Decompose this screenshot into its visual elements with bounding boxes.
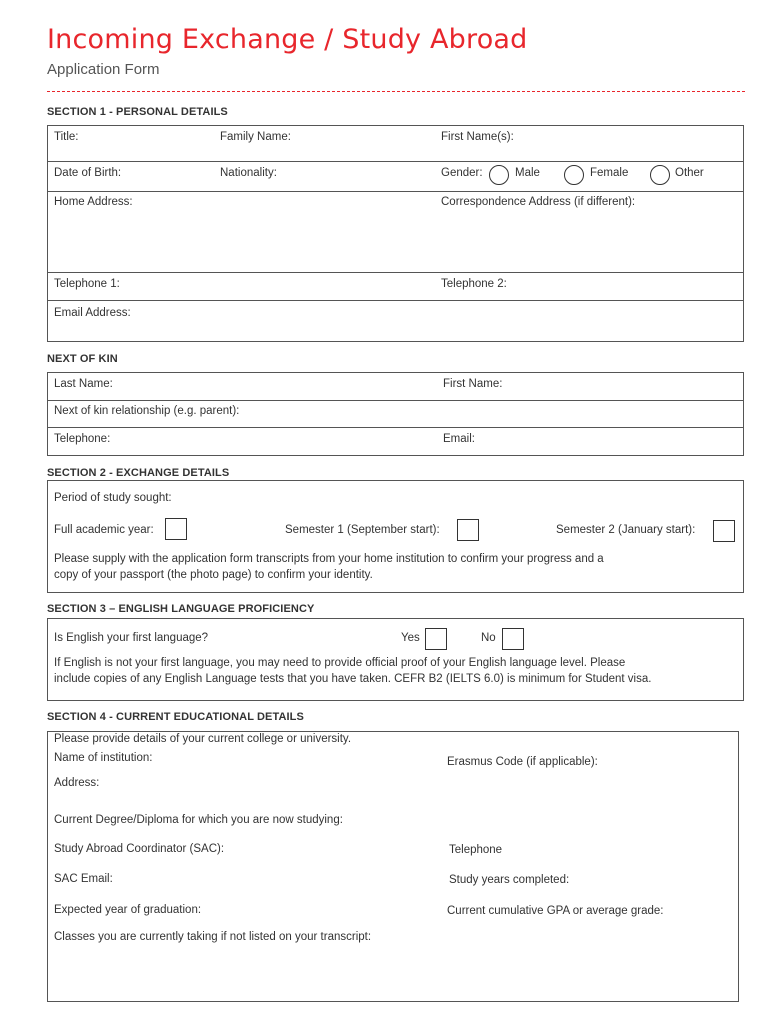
years-completed-field-label[interactable]: Study years completed:	[449, 874, 570, 886]
header-divider	[47, 91, 745, 92]
row-divider	[48, 427, 743, 428]
gender-female-radio[interactable]	[564, 165, 584, 185]
gpa-field-label[interactable]: Current cumulative GPA or average grade:	[447, 905, 664, 917]
page-title: Incoming Exchange / Study Abroad	[47, 24, 528, 55]
correspondence-address-field-label[interactable]: Correspondence Address (if different):	[441, 196, 636, 208]
gender-label: Gender:	[441, 167, 483, 179]
row-divider	[48, 191, 743, 192]
gender-female-label: Female	[590, 167, 629, 179]
email-field-label[interactable]: Email Address:	[54, 307, 131, 319]
row-divider	[48, 400, 743, 401]
section3-heading: SECTION 3 – ENGLISH LANGUAGE PROFICIENCY	[47, 603, 315, 615]
kin-relationship-field-label[interactable]: Next of kin relationship (e.g. parent):	[54, 405, 240, 417]
degree-field-label[interactable]: Current Degree/Diploma for which you are now studying:	[54, 814, 343, 826]
gender-male-label: Male	[515, 167, 540, 179]
row-divider	[48, 300, 743, 301]
next-of-kin-heading: NEXT OF KIN	[47, 353, 118, 365]
exchange-note-line2: copy of your passport (the photo page) to confirm your identity.	[54, 569, 373, 581]
english-no-checkbox[interactable]	[502, 628, 524, 650]
educational-details-box	[47, 731, 739, 1002]
telephone2-field-label[interactable]: Telephone 2:	[441, 278, 507, 290]
english-note-line1: If English is not your first language, you may need to provide official proof of your English language level. Please	[54, 657, 626, 669]
period-label: Period of study sought:	[54, 492, 172, 504]
kin-last-name-field-label[interactable]: Last Name:	[54, 378, 113, 390]
semester1-label: Semester 1 (September start):	[285, 524, 440, 536]
kin-email-field-label[interactable]: Email:	[443, 433, 475, 445]
section1-heading: SECTION 1 - PERSONAL DETAILS	[47, 106, 228, 118]
english-yes-checkbox[interactable]	[425, 628, 447, 650]
family-name-field-label[interactable]: Family Name:	[220, 131, 291, 143]
classes-field-label[interactable]: Classes you are currently taking if not listed on your transcript:	[54, 931, 372, 943]
row-divider	[48, 161, 743, 162]
semester1-checkbox[interactable]	[457, 519, 479, 541]
graduation-field-label[interactable]: Expected year of graduation:	[54, 904, 202, 916]
gender-other-label: Other	[675, 167, 704, 179]
full-year-label: Full academic year:	[54, 524, 154, 536]
semester2-label: Semester 2 (January start):	[556, 524, 696, 536]
sac-email-field-label[interactable]: SAC Email:	[54, 873, 113, 885]
row-divider	[48, 272, 743, 273]
address-field-label[interactable]: Address:	[54, 777, 100, 789]
education-intro: Please provide details of your current college or university.	[54, 733, 352, 745]
erasmus-field-label[interactable]: Erasmus Code (if applicable):	[447, 756, 598, 768]
home-address-field-label[interactable]: Home Address:	[54, 196, 133, 208]
english-no-label: No	[481, 632, 496, 644]
english-note-line2: include copies of any English Language tests that you have taken. CEFR B2 (IELTS 6.0) is minimum for Student visa.	[54, 673, 652, 685]
nationality-field-label[interactable]: Nationality:	[220, 167, 277, 179]
institution-field-label[interactable]: Name of institution:	[54, 752, 153, 764]
first-names-field-label[interactable]: First Name(s):	[441, 131, 514, 143]
gender-other-radio[interactable]	[650, 165, 670, 185]
full-year-checkbox[interactable]	[165, 518, 187, 540]
exchange-note-line1: Please supply with the application form transcripts from your home institution to confirm your progress and a	[54, 553, 604, 565]
telephone1-field-label[interactable]: Telephone 1:	[54, 278, 120, 290]
english-question-label: Is English your first language?	[54, 632, 209, 644]
kin-first-name-field-label[interactable]: First Name:	[443, 378, 503, 390]
dob-field-label[interactable]: Date of Birth:	[54, 167, 122, 179]
gender-male-radio[interactable]	[489, 165, 509, 185]
kin-telephone-field-label[interactable]: Telephone:	[54, 433, 111, 445]
english-yes-label: Yes	[401, 632, 420, 644]
sac-field-label[interactable]: Study Abroad Coordinator (SAC):	[54, 843, 225, 855]
page-subtitle: Application Form	[47, 61, 160, 78]
semester2-checkbox[interactable]	[713, 520, 735, 542]
sac-telephone-field-label[interactable]: Telephone	[449, 844, 503, 856]
title-field-label[interactable]: Title:	[54, 131, 79, 143]
section4-heading: SECTION 4 - CURRENT EDUCATIONAL DETAILS	[47, 711, 304, 723]
section2-heading: SECTION 2 - EXCHANGE DETAILS	[47, 467, 230, 479]
personal-details-box	[47, 125, 744, 342]
